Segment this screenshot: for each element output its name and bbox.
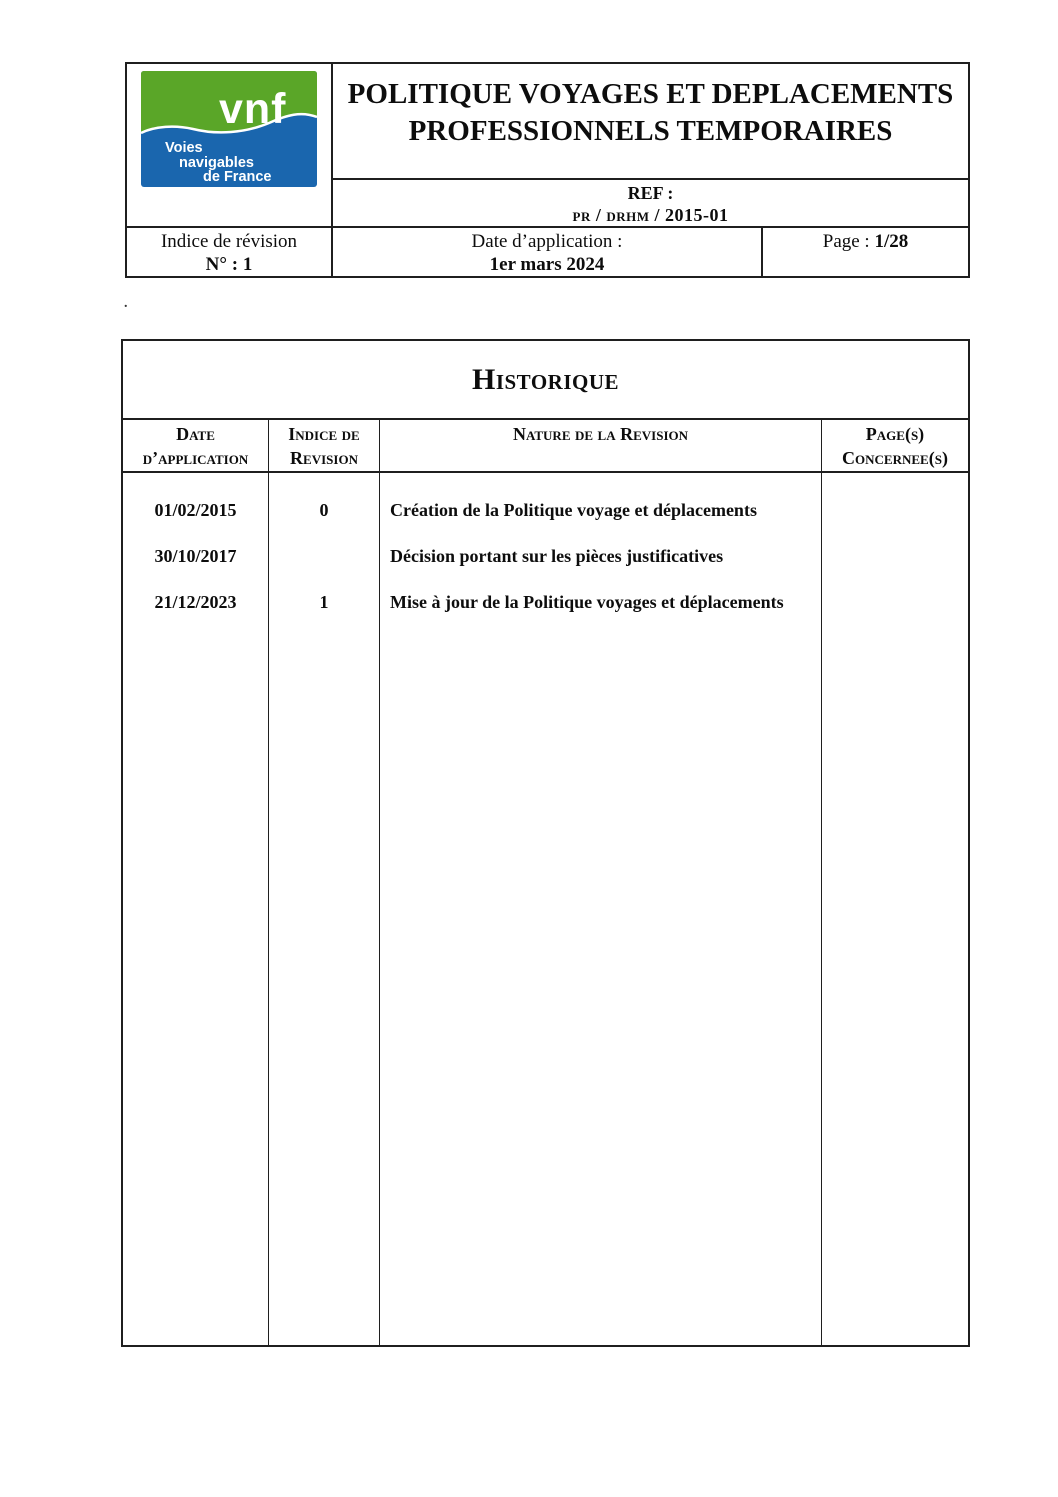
revision-index-value: N° : 1	[205, 254, 253, 275]
reference-value: pr / drhm / 2015-01	[572, 205, 729, 225]
page-number-label: Page :	[822, 231, 870, 252]
application-date-cell	[333, 228, 763, 276]
vnf-logo	[141, 71, 317, 187]
row-indice: 0	[319, 500, 329, 520]
revision-history-title: Historique	[123, 341, 968, 420]
row-indice: 1	[319, 592, 329, 612]
document-title	[333, 64, 968, 180]
row-date: 21/12/2023	[154, 592, 237, 612]
revision-history-table	[121, 339, 970, 1347]
row-nature: Mise à jour de la Politique voyages et déplacements	[390, 592, 784, 612]
row-pages	[822, 579, 968, 625]
indice-column	[269, 473, 380, 1345]
pages-column	[822, 473, 968, 1345]
application-date-label: Date d’application :	[471, 231, 623, 252]
row-nature: Décision portant sur les pièces justificatives	[390, 546, 724, 566]
row-nature: Création de la Politique voyage et déplacements	[390, 500, 757, 520]
logo-cell	[127, 64, 333, 228]
revision-history-body	[123, 473, 968, 1345]
row-indice	[269, 533, 379, 579]
revision-index-label: Indice de révision	[160, 231, 298, 252]
document-title-line1: POLITIQUE VOYAGES ET DEPLACEMENTS	[347, 78, 954, 110]
vnf-logo-caption-line1: Voies	[165, 140, 203, 156]
row-pages	[822, 487, 968, 533]
vnf-logo-caption-line3: de France	[203, 169, 272, 185]
reference-label: REF :	[627, 183, 674, 203]
row-pages	[822, 533, 968, 579]
reference-cell	[333, 180, 968, 228]
application-date-value: 1er mars 2024	[489, 254, 605, 275]
column-header-date: Date d’application	[123, 420, 269, 471]
stray-period-mark: .	[124, 296, 128, 311]
nature-column	[380, 473, 822, 1345]
date-column	[123, 473, 269, 1345]
document-header-table	[125, 62, 970, 278]
revision-history-header-row	[123, 420, 968, 473]
row-date: 01/02/2015	[154, 500, 237, 520]
column-header-pages: Page(s) Concernee(s)	[842, 424, 948, 468]
vnf-logo-brand: vnf	[219, 85, 287, 133]
page-number-value: 1/28	[874, 231, 909, 252]
document-title-line2: PROFESSIONNELS TEMPORAIRES	[408, 115, 893, 147]
column-header-indice: Indice de Revision	[269, 420, 380, 471]
vnf-logo-caption-line2: navigables	[179, 155, 254, 171]
page-number-cell	[763, 228, 968, 276]
column-header-nature: Nature de la Revision	[380, 420, 822, 471]
row-date: 30/10/2017	[154, 546, 237, 566]
revision-index-cell	[127, 228, 333, 276]
